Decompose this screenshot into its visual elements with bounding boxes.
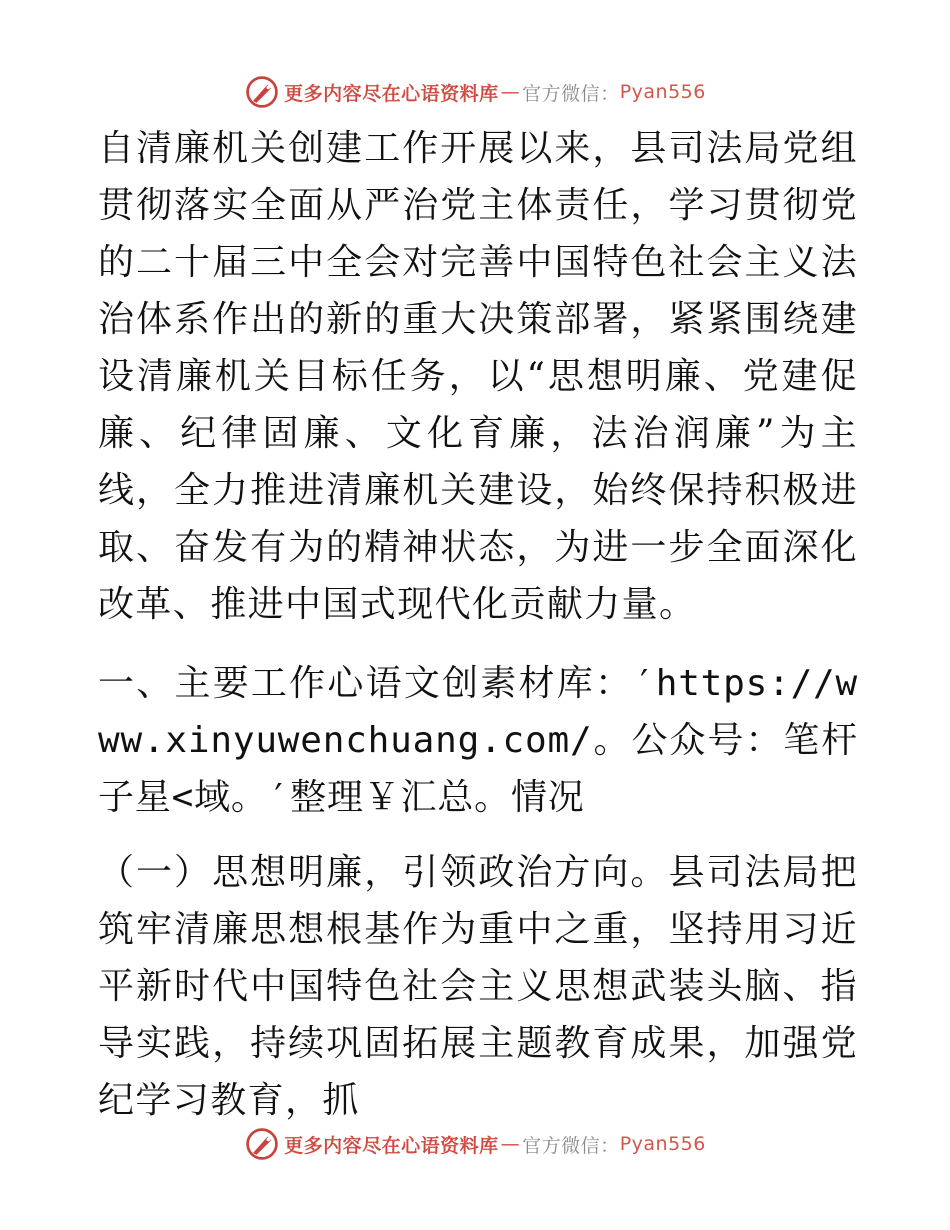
watermark-wechat-id: Pyan556 <box>619 1133 706 1155</box>
paragraph-thought: （一）思想明廉，引领政治方向。县司法局把筑牢清廉思想根基作为重中之重，坚持用习近平新时代中国特色社会主义思想武装头脑、指导实践，持续巩固拓展主题教育成果，加强党纪学习教育，抓 <box>98 852 858 1121</box>
watermark-label: 官方微信： <box>522 82 620 105</box>
footer-watermark <box>0 1126 950 1162</box>
watermark-main-text: 更多内容尽在心语资料库 <box>284 82 499 105</box>
paragraph-intro: 自清廉机关创建工作开展以来，县司法局党组贯彻落实全面从严治党主体责任，学习贯彻党的二十届三中全会对完善中国特色社会主义法治体系作出的新的重大决策部署，紧紧围绕建设清廉机关目标任务，以“思想明廉、党建促廉、纪律固廉、文化育廉，法治润廉”为主线，全力推进清廉机关建设，始终保持积极进取、奋发有为的精神状态，为进一步全面深化改革、推进中国式现代化贡献力量。 <box>98 128 858 625</box>
document-body <box>98 120 858 1129</box>
section-heading-main-work: 一、主要工作心语文创素材库：′https://www.xinyuwenchuang.com/。公众号：笔杆子星<域。′整理￥汇总。情况 <box>98 663 858 818</box>
watermark-label: 官方微信： <box>522 1134 620 1157</box>
pen-nib-logo-icon <box>244 1126 280 1162</box>
watermark-separator: — <box>500 81 521 103</box>
watermark-main-text: 更多内容尽在心语资料库 <box>284 1134 499 1157</box>
watermark-wechat-id: Pyan556 <box>619 81 706 103</box>
header-watermark <box>0 74 950 110</box>
watermark-separator: — <box>500 1133 521 1155</box>
pen-nib-logo-icon <box>244 74 280 110</box>
